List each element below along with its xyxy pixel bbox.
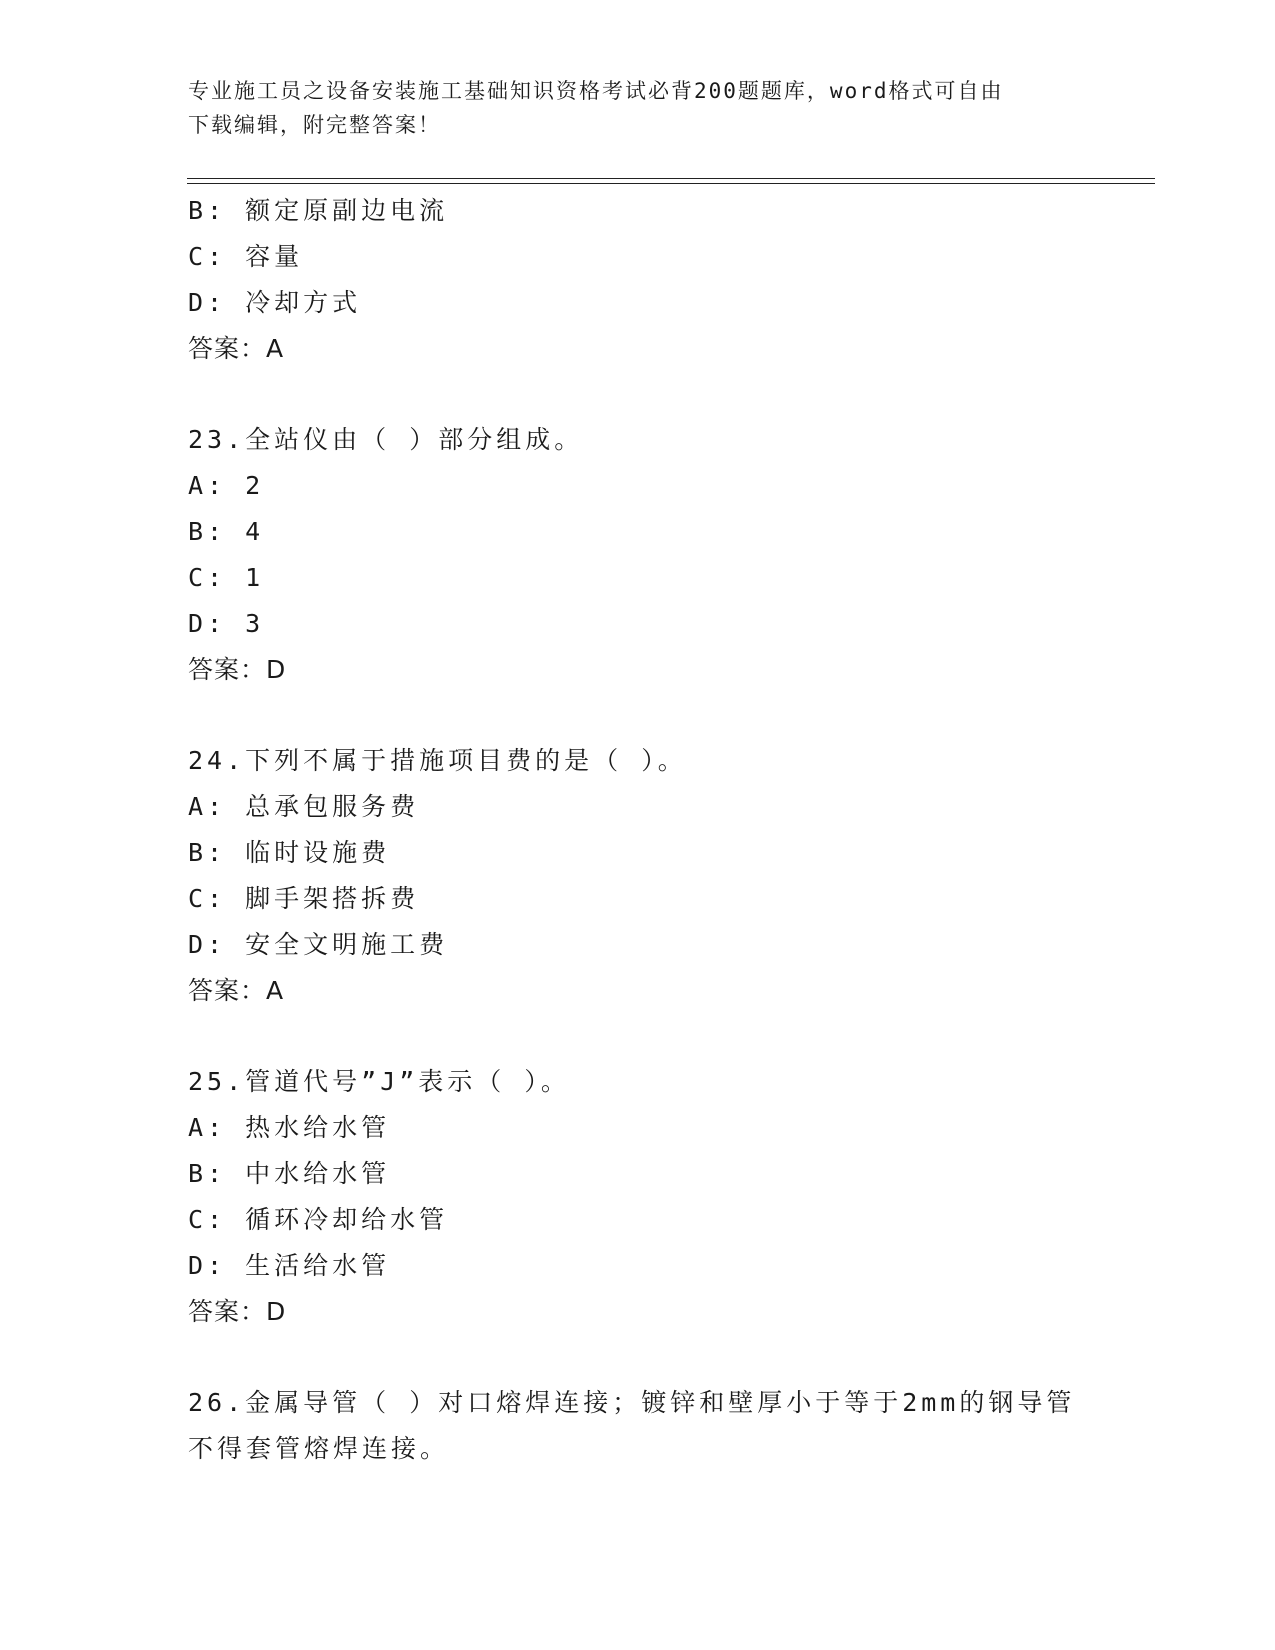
- question-list: [188, 188, 1148, 1472]
- option-b: B: 额定原副边电流: [188, 196, 449, 225]
- option-a: A: 总承包服务费: [188, 792, 420, 821]
- option-d: D: 冷却方式: [188, 288, 362, 317]
- header-divider-bottom: [187, 183, 1155, 184]
- answer-line: 答案：A: [188, 976, 285, 1005]
- option-b: B: 4: [188, 517, 265, 546]
- answer-line: 答案：D: [188, 1297, 287, 1326]
- header-divider-top: [187, 178, 1155, 179]
- option-b: B: 临时设施费: [188, 838, 391, 867]
- option-d: D: 3: [188, 609, 265, 638]
- option-a: A: 热水给水管: [188, 1113, 391, 1142]
- option-d: D: 安全文明施工费: [188, 930, 449, 959]
- question-26-line-1: 26.金属导管（ ）对口熔焊连接；镀锌和壁厚小于等于2mm的钢导管: [188, 1388, 1076, 1417]
- header-title-line-1: 专业施工员之设备安装施工基础知识资格考试必背200题题库，word格式可自由: [188, 79, 1004, 103]
- answer-line: 答案：D: [188, 655, 287, 684]
- answer-line: 答案：A: [188, 334, 285, 363]
- option-b: B: 中水给水管: [188, 1159, 391, 1188]
- question-23: 23.全站仪由（ ）部分组成。: [188, 425, 584, 454]
- option-d: D: 生活给水管: [188, 1251, 391, 1280]
- option-c: C: 脚手架搭拆费: [188, 884, 420, 913]
- option-c: C: 1: [188, 563, 265, 592]
- option-c: C: 循环冷却给水管: [188, 1205, 449, 1234]
- option-a: A: 2: [188, 471, 265, 500]
- question-24: 24.下列不属于措施项目费的是（ ）。: [188, 746, 687, 775]
- question-25: 25.管道代号”J”表示（ ）。: [188, 1067, 570, 1096]
- question-26-line-2: 不得套管熔焊连接。: [188, 1434, 450, 1463]
- header-title-line-2: 下载编辑，附完整答案！: [188, 113, 441, 137]
- document-header: [188, 74, 1088, 142]
- option-c: C: 容量: [188, 242, 304, 271]
